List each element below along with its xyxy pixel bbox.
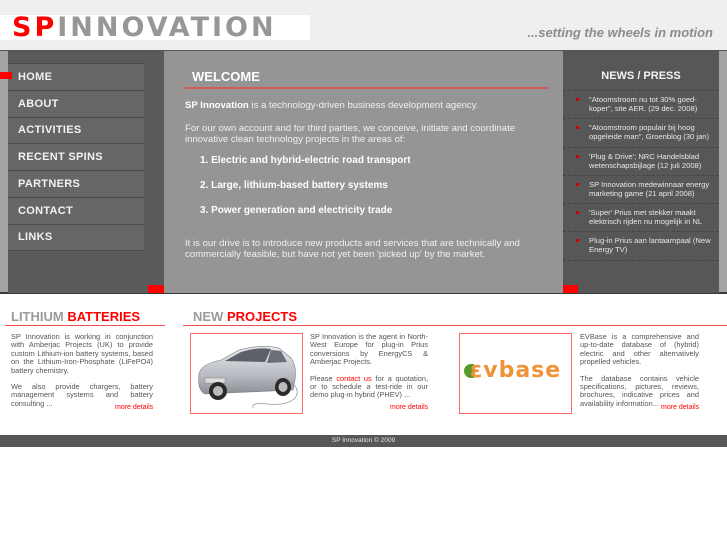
area-item: 2. Large, lithium-based battery systems [200, 180, 388, 191]
intro-rest: is a technology-driven business development agency. [248, 100, 479, 111]
prius-text [310, 333, 428, 408]
bullet-icon [576, 211, 579, 214]
news-item[interactable] [563, 91, 719, 119]
prius-car-icon [191, 334, 303, 414]
copyright-text: SP Innovation © 2009 [331, 437, 396, 444]
main-nav [8, 51, 164, 293]
prius-more-details-link[interactable]: more details [390, 404, 429, 411]
bullet-icon [576, 183, 579, 186]
news-item[interactable] [563, 204, 719, 232]
active-marker-icon [0, 72, 12, 79]
areas-intro: For our own account and for third parties, we conceive, initiate and coordinate innovative clean technology projects in the areas of: [185, 123, 516, 145]
area-item: 1. Electric and hybrid-electric road transport [200, 155, 411, 166]
prius-para2 [310, 375, 428, 400]
logo-innovation: INNOVATION [57, 12, 277, 43]
site-logo[interactable] [0, 12, 310, 43]
nav-item-home[interactable] [8, 63, 144, 90]
site-footer [0, 435, 727, 447]
news-item-text: "Atoomstroom populair bij hoog opgeleide man", Groenblog (30 jan) [589, 123, 710, 142]
nav-item-label: RECENT SPINS [18, 151, 103, 164]
projects-divider [183, 325, 727, 326]
nav-item-label: PARTNERS [18, 178, 81, 191]
evbase-para1: EVBase is a comprehensive and up-to-date database of (hybrid) electric and other alternatively propelled vehicles. [580, 332, 699, 367]
evbase-logo-word: vbase [483, 358, 562, 383]
prius-para2-post: for a quotation, or to schedule a test-ride in our demo plug-in hybrid (PHEV) ... [310, 373, 429, 400]
nav-item-label: ABOUT [18, 97, 59, 110]
nav-item-contact[interactable] [8, 197, 144, 224]
projects-heading [193, 309, 297, 324]
site-header [0, 0, 727, 50]
lithium-heading-grey: LITHIUM [11, 309, 64, 324]
areas-list [185, 155, 550, 230]
welcome-heading: WELCOME [192, 69, 260, 84]
prius-para2-pre: Please [310, 373, 337, 383]
news-item[interactable] [563, 148, 719, 176]
nav-item-partners[interactable] [8, 170, 144, 197]
news-item-text: "Atoomstroom nu tot 30% goed-koper", site AER. (29 dec. 2008) [589, 95, 698, 113]
red-corner-decoration [563, 285, 578, 293]
evbase-logo-image[interactable] [459, 333, 572, 414]
welcome-text [185, 100, 550, 272]
evbase-logo-text: εvbase [470, 358, 562, 383]
news-item-text: Plug-in Prius aan lantaarnpaal (New Energy TV) [589, 236, 711, 255]
news-item-text: 'Super' Prius met stekker maakt elektrisch rijden nu mogelijk in NL [589, 208, 703, 227]
lithium-para1: SP Innovation is working in conjunction with Amberjac Projects (UK) to provide custom Lithium-ion battery systems, based on the Lithium-Iron-Phosphate (LiFePO4) battery chemistry. [11, 332, 153, 375]
welcome-panel [164, 51, 563, 293]
lithium-divider [5, 325, 165, 326]
tagline: ...setting the wheels in motion [527, 25, 713, 40]
lithium-more-details-link[interactable]: more details [115, 404, 154, 411]
nav-item-label: CONTACT [18, 204, 74, 217]
evbase-more-details-link[interactable]: more details [661, 404, 700, 411]
news-item[interactable] [563, 119, 719, 147]
nav-item-recent-spins[interactable] [8, 143, 144, 170]
red-corner-decoration [148, 285, 164, 293]
news-item-text: 'Plug & Drive'; NRC Handelsblad wetenschapsbijlage (12 juli 2008) [589, 151, 702, 170]
nav-item-links[interactable] [8, 224, 144, 251]
news-item[interactable] [563, 232, 719, 260]
evbase-para2: The database contains vehicle specifications, pictures, reviews, brochures, indicative prices and availability information... [580, 373, 699, 408]
news-list [563, 90, 719, 261]
projects-heading-grey: NEW [193, 309, 224, 324]
nav-item-label: ACTIVITIES [18, 124, 82, 137]
nav-item-label: LINKS [18, 231, 53, 244]
main-band [0, 50, 727, 294]
nav-item-label: HOME [18, 70, 53, 83]
nav-item-activities[interactable] [8, 117, 144, 144]
bullet-icon [576, 126, 579, 129]
drive-paragraph: It is our drive is to introduce new products and services that are technically and commercially feasible, but have not yet been 'picked up' by the market. [185, 238, 520, 260]
lithium-heading-red: BATTERIES [67, 309, 141, 324]
prius-para1: SP Innovation is the agent in North-West Europe for plug-in Prius conversions by EnergyCS & Amberjac Projects. [310, 332, 428, 367]
contact-us-link[interactable]: contact us [336, 373, 372, 383]
news-item[interactable] [563, 176, 719, 204]
news-item-text: SP Innovation medewinnaar energy marketing game (21 april 2008) [589, 179, 710, 198]
heading-divider [185, 87, 549, 89]
logo-sp: SP [12, 12, 58, 43]
news-panel [563, 51, 719, 293]
bullet-icon [576, 98, 579, 101]
projects-heading-red: PROJECTS [226, 309, 298, 324]
bullet-icon [576, 239, 579, 242]
prius-image[interactable] [190, 333, 303, 414]
intro-company: SP Innovation [185, 100, 249, 111]
news-heading: NEWS / PRESS [601, 70, 681, 82]
lithium-heading [11, 309, 140, 324]
nav-item-about[interactable] [8, 90, 144, 117]
bullet-icon [576, 155, 579, 158]
intro-paragraph [185, 100, 550, 111]
lithium-para2: We also provide chargers, battery management systems and battery consulting ... [11, 382, 153, 408]
area-item: 3. Power generation and electricity trade [200, 205, 393, 216]
